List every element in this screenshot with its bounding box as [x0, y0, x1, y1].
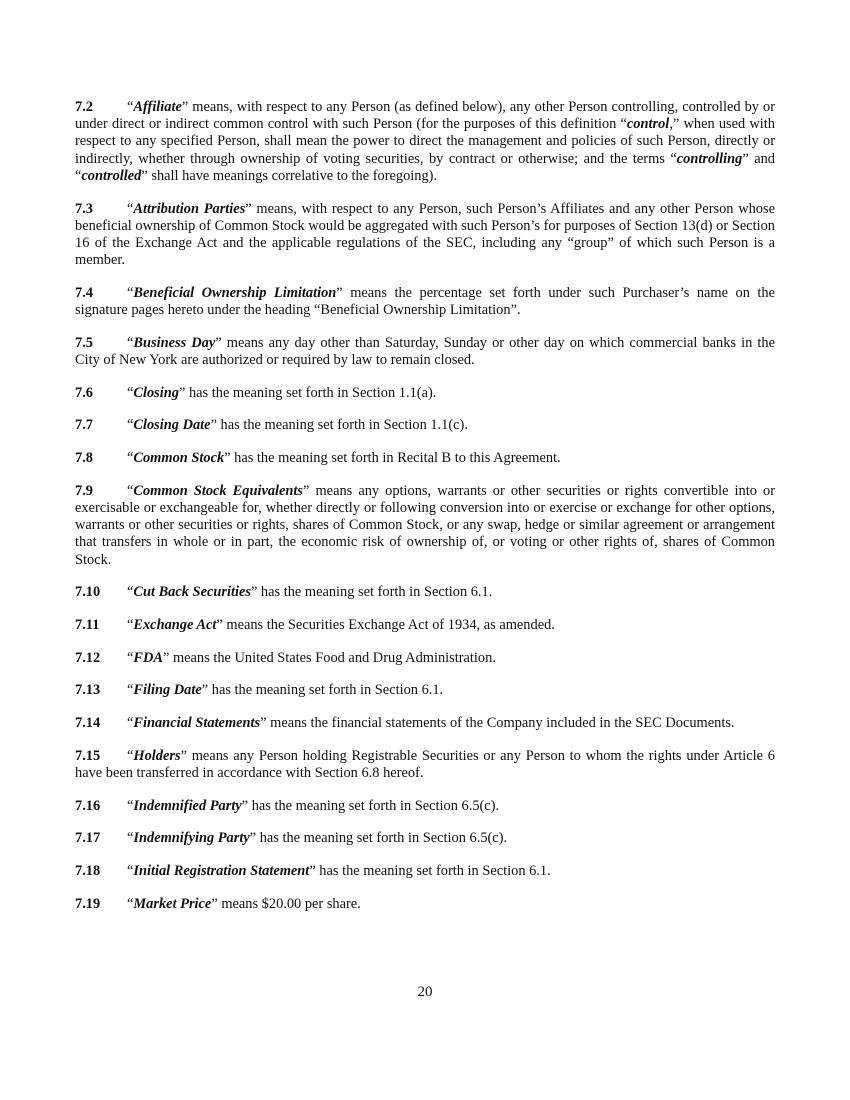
defined-term: Business Day: [133, 334, 216, 351]
section-number: 7.16: [75, 797, 101, 814]
definition-text: “: [127, 99, 134, 115]
definition-paragraph: [75, 830, 775, 847]
section-number: 7.12: [75, 649, 101, 666]
definition-text: “: [127, 747, 134, 764]
definition-text: ” means $20.00 per share.: [211, 895, 361, 912]
definition-text: “: [127, 334, 134, 351]
definition-paragraph: [75, 863, 775, 880]
definitions-list: [75, 99, 775, 929]
definition-text: ” means any Person holding Registrable Securities or any Person to whom the rights under Article 6 have been transferred in accordance with Section 6.8 hereof.: [75, 747, 775, 781]
definition-paragraph: [75, 650, 775, 667]
definition-text: “: [127, 417, 134, 434]
defined-term: Initial Registration Statement: [133, 863, 310, 880]
definition-text: ” means any options, warrants or other securities or rights convertible into or exercisable or exchangeable for, whether directly or following conversion into or exercise or exchange for other options, warrants or other securities or rights, shares of Common Stock, or any swap, hedge or similar agreement or arrangement that transfers in whole or in part, the economic risk of ownership of, or voting or other rights of, shares of Common Stock.: [75, 482, 775, 568]
definition-text: “: [127, 584, 134, 601]
section-number: 7.19: [75, 895, 101, 912]
definition-text: “: [127, 450, 134, 467]
defined-term: Affiliate: [133, 99, 182, 115]
definition-paragraph: [75, 385, 775, 402]
defined-term: Cut Back Securities: [133, 584, 251, 601]
section-number: 7.9: [75, 482, 93, 499]
definition-text: “: [127, 616, 134, 633]
definition-paragraph: [75, 748, 775, 782]
section-number: 7.17: [75, 830, 101, 847]
definition-text: “: [127, 715, 134, 732]
section-number: 7.8: [75, 450, 93, 467]
definition-paragraph: [75, 715, 775, 732]
defined-term: Attribution Parties: [133, 200, 246, 217]
defined-term: controlled: [81, 167, 142, 184]
definition-text: ” and “: [75, 150, 775, 184]
defined-term: Exchange Act: [133, 616, 217, 633]
definition-text: ” has the meaning set forth in Section 6.5(c).: [241, 797, 500, 814]
definition-text: “: [127, 682, 134, 699]
defined-term: Common Stock Equivalents: [133, 482, 304, 499]
section-number: 7.18: [75, 863, 101, 880]
section-number: 7.3: [75, 200, 93, 217]
definition-paragraph: [75, 617, 775, 634]
definition-text: “: [127, 649, 134, 666]
defined-term: Closing Date: [133, 417, 211, 434]
definition-text: “: [127, 797, 134, 814]
definition-text: ” means the financial statements of the Company included in the SEC Documents.: [260, 715, 735, 732]
page-number: 20: [417, 984, 433, 1000]
definition-text: ” has the meaning set forth in Section 6.1.: [201, 682, 444, 699]
defined-term: control: [626, 116, 670, 133]
section-number: 7.14: [75, 715, 101, 732]
definition-text: ” has the meaning set forth in Section 1.1(a).: [178, 384, 437, 401]
definition-text: ” has the meaning set forth in Section 1.1(c).: [210, 417, 468, 434]
definition-paragraph: [75, 896, 775, 913]
section-number: 7.4: [75, 284, 93, 301]
definition-text: ” has the meaning set forth in Section 6.1.: [309, 863, 551, 880]
defined-term: Common Stock: [133, 450, 225, 467]
definition-text: ” has the meaning set forth in Section 6.5(c).: [249, 830, 508, 847]
definition-text: ” has the meaning set forth in Recital B to this Agreement.: [224, 450, 561, 467]
definition-text: ” means the United States Food and Drug Administration.: [162, 649, 496, 666]
section-number: 7.13: [75, 682, 101, 699]
definition-text: “: [127, 384, 134, 401]
section-number: 7.10: [75, 584, 101, 601]
definition-text: “: [127, 482, 134, 499]
definition-paragraph: [75, 99, 775, 185]
section-number: 7.2: [75, 99, 93, 115]
defined-term: Indemnifying Party: [133, 830, 250, 847]
section-number: 7.11: [75, 616, 100, 633]
definition-text: “: [127, 830, 134, 847]
defined-term: Beneficial Ownership Limitation: [133, 284, 337, 301]
section-number: 7.7: [75, 417, 93, 434]
definition-text: ” means any day other than Saturday, Sunday or other day on which commercial banks in the City of New York are authorized or required by law to remain closed.: [75, 334, 775, 368]
definition-paragraph: [75, 483, 775, 569]
defined-term: Holders: [133, 747, 181, 764]
definition-paragraph: [75, 201, 775, 270]
defined-term: Closing: [133, 384, 179, 401]
definition-text: ” means the percentage set forth under such Purchaser’s name on the signature pages hereto under the heading “Beneficial Ownership Limitation”.: [75, 284, 775, 319]
defined-term: controlling: [676, 150, 743, 167]
section-number: 7.6: [75, 384, 93, 401]
definition-text: ” shall have meanings correlative to the foregoing).: [141, 167, 438, 184]
definition-text: ,” when used with respect to any specified Person, shall mean the power to direct the management and policies of such Person, directly or indirectly, whether through ownership of voting securities, by contract or otherwise; and the terms “: [75, 116, 775, 167]
definition-paragraph: [75, 285, 775, 319]
defined-term: Filing Date: [133, 682, 202, 699]
defined-term: Financial Statements: [133, 715, 261, 732]
definition-paragraph: [75, 335, 775, 369]
defined-term: Market Price: [133, 895, 212, 912]
definition-paragraph: [75, 417, 775, 434]
section-number: 7.15: [75, 747, 101, 764]
definition-text: ” means, with respect to any Person (as defined below), any other Person controlling, controlled by or under direct or indirect common control with such Person (for the purposes of this definition “: [75, 99, 775, 133]
definition-text: “: [127, 284, 134, 301]
defined-term: Indemnified Party: [133, 797, 242, 814]
definition-text: “: [127, 863, 134, 880]
definition-paragraph: [75, 798, 775, 815]
definition-paragraph: [75, 682, 775, 699]
defined-term: FDA: [133, 649, 163, 666]
definition-text: “: [127, 200, 134, 217]
definition-text: ” means the Securities Exchange Act of 1934, as amended.: [216, 616, 555, 633]
section-number: 7.5: [75, 334, 93, 351]
definition-text: ” has the meaning set forth in Section 6.1.: [250, 584, 493, 601]
definition-text: ” means, with respect to any Person, such Person’s Affiliates and any other Person whose beneficial ownership of Common Stock would be aggregated with such Person’s for purposes of Section 13(d) or Section 16 of the Exchange Act and the applicable regulations of the SEC, including any “group” of which such Person is a member.: [75, 200, 775, 269]
definition-text: “: [127, 895, 134, 912]
definition-paragraph: [75, 584, 775, 601]
definition-paragraph: [75, 450, 775, 467]
